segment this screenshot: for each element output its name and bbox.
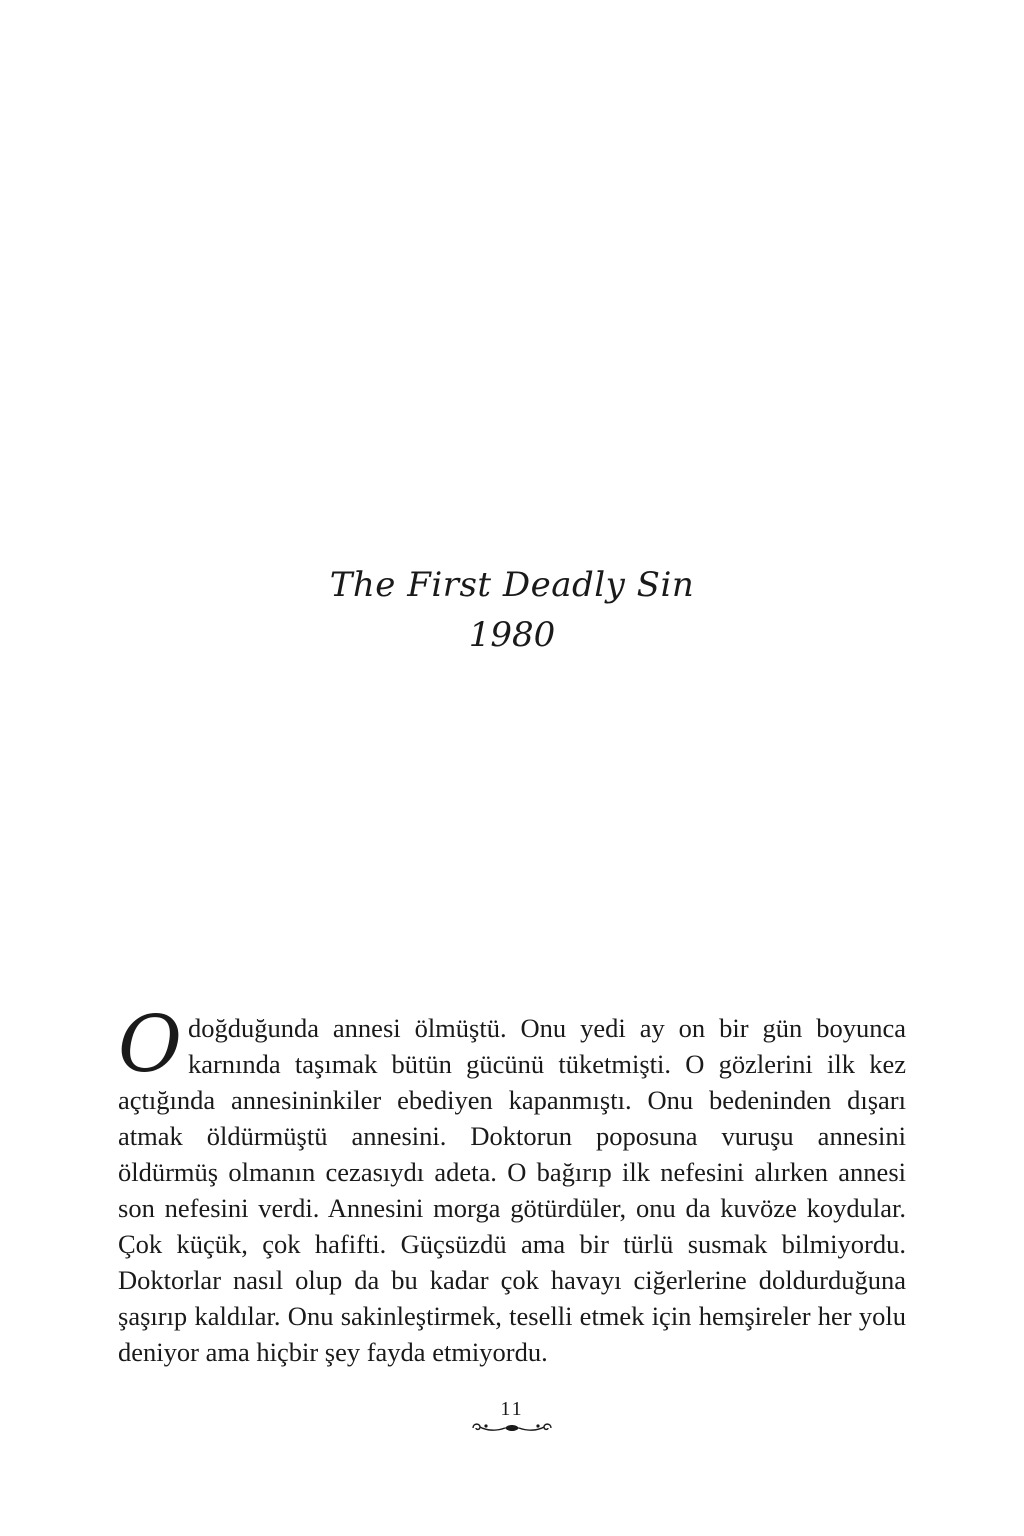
- body-paragraph: [118, 1000, 906, 1370]
- drop-cap: O: [118, 1000, 182, 1090]
- chapter-year: 1980: [468, 615, 556, 655]
- chapter-heading: [0, 560, 1024, 660]
- chapter-title: The First Deadly Sin: [329, 565, 695, 605]
- flourish-ornament-icon: [467, 1420, 557, 1436]
- page-footer: [0, 1398, 1024, 1436]
- page-number: 11: [500, 1398, 524, 1420]
- body-paragraph-text: doğduğunda annesi ölmüştü. Onu yedi ay on bir gün boyunca karnında taşımak bütün gücünü tüketmişti. O gözlerini ilk kez açtığında annesininkiler ebediyen kapanmıştı. Onu bedeninden dışarı atmak öldürmüştü annesini. Doktorun poposuna vuruşu annesini öldürmüş olmanın cezasıydı adeta. O bağırıp ilk nefesini alırken annesi son nefesini verdi. Annesini morga götürdüler, onu da kuvöze koydular. Çok küçük, çok hafifti. Güçsüzdü ama bir türlü susmak bilmiyordu. Doktorlar nasıl olup da bu kadar çok havayı ciğerlerine doldurduğuna şaşırıp kaldılar. Onu sakinleştirmek, teselli etmek için hemşireler her yolu deniyor ama hiçbir şey fayda etmiyordu.: [118, 1013, 906, 1367]
